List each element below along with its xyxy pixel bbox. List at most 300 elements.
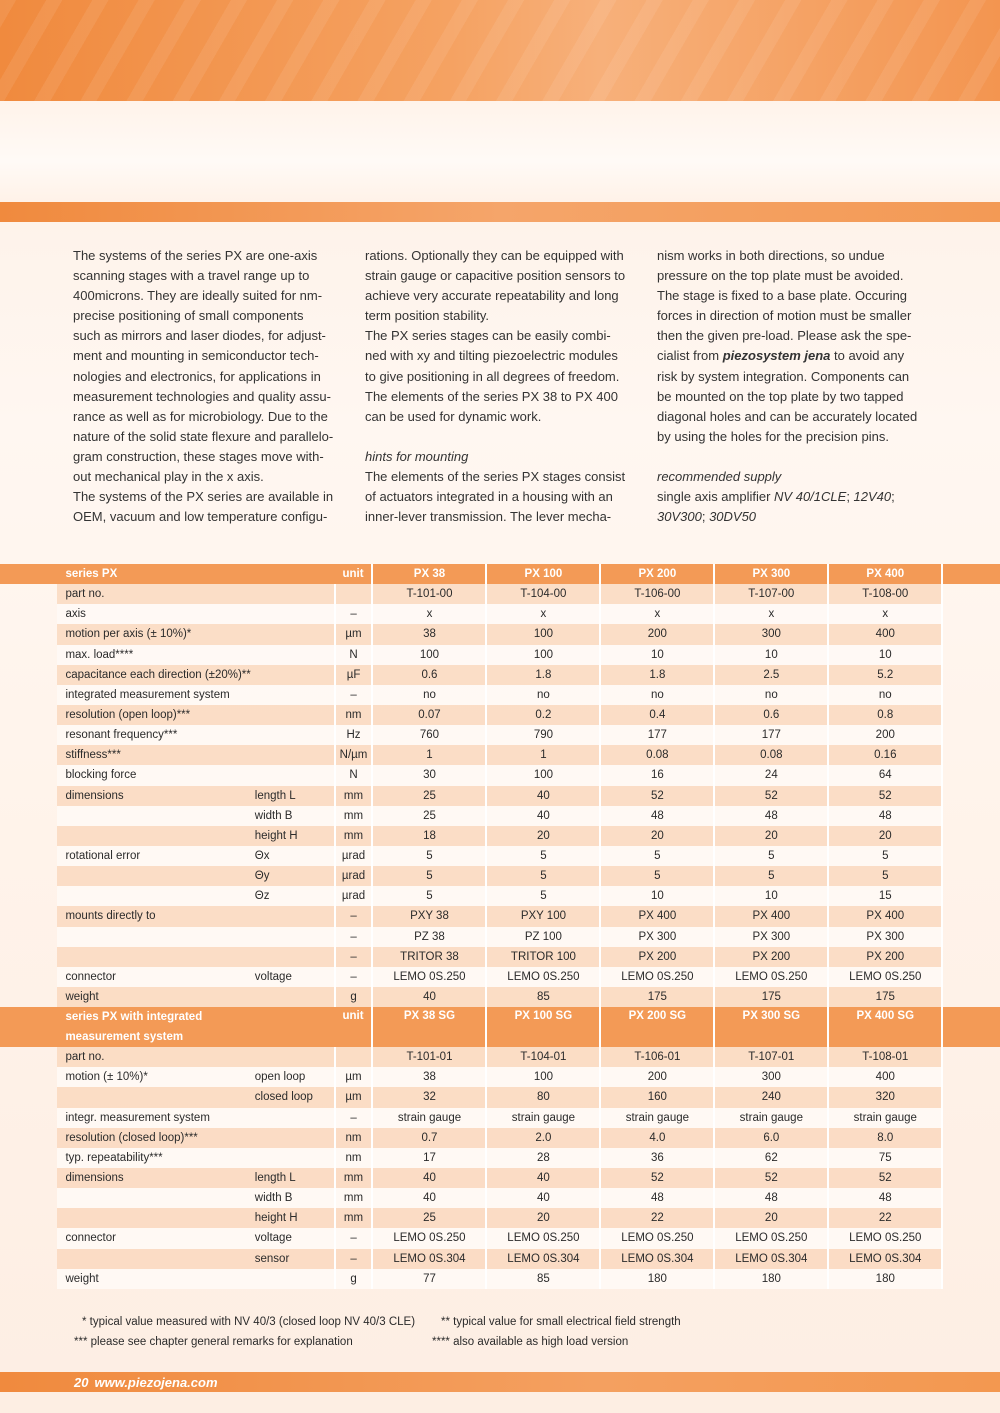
table-row [0,866,1000,886]
row-value: 100 [486,765,600,785]
table-row [0,806,1000,826]
header-stripe [0,202,1000,222]
row-label [57,806,254,826]
row-value: 20 [714,1208,828,1228]
model-header: PX 100 [486,564,600,584]
table-margin [0,1108,57,1128]
row-label: motion (± 10%)* [57,1067,254,1087]
row-value: 48 [828,806,942,826]
table-margin [942,1128,1000,1148]
row-value: LEMO 0S.304 [714,1249,828,1269]
table-row [0,1228,1000,1248]
row-unit: µm [335,1067,373,1087]
row-label [57,1188,254,1208]
table-margin [0,564,57,584]
row-value: PX 200 [600,947,714,967]
row-value: 5.2 [828,665,942,685]
row-value: 40 [486,1168,600,1188]
table-margin [942,665,1000,685]
table-margin [0,705,57,725]
row-unit: mm [335,826,373,846]
table-row [0,906,1000,926]
supply-line-2: 30V300; 30DV50 [657,509,757,525]
text-line: 400microns. They are ideally suited for nm- [73,288,323,304]
row-value: 75 [828,1148,942,1168]
row-value: 52 [600,786,714,806]
text-line: term position stability. [365,308,490,324]
table-margin [0,645,57,665]
row-value: 240 [714,1087,828,1107]
text-line: rance as well as for microbiology. Due to the [73,408,328,424]
table-margin [942,645,1000,665]
row-sublabel [255,1108,335,1128]
row-value: 52 [714,786,828,806]
row-unit: nm [335,705,373,725]
row-value: 0.2 [486,705,600,725]
table-row [0,1128,1000,1148]
text-line: to give positioning in all degrees of freedom. [365,368,620,384]
row-value: 2.0 [486,1128,600,1148]
row-value: T-108-00 [828,584,942,604]
row-unit: nm [335,1128,373,1148]
table-margin [942,725,1000,745]
row-value: T-106-00 [600,584,714,604]
row-label: part no. [57,584,254,604]
row-sublabel [255,1128,335,1148]
table-row [0,826,1000,846]
table-row [0,1188,1000,1208]
table-margin [0,906,57,926]
row-value: strain gauge [714,1108,828,1128]
row-label: integr. measurement system [57,1108,254,1128]
row-value: 48 [714,806,828,826]
supply-line-1: single axis amplifier NV 40/1CLE; 12V40; [657,489,895,505]
row-value: 4.0 [600,1128,714,1148]
table-margin [0,1128,57,1148]
table-margin [942,685,1000,705]
table-row [0,1168,1000,1188]
row-value: 10 [828,645,942,665]
row-sublabel: height H [255,826,335,846]
row-value: T-104-01 [486,1047,600,1067]
table-margin [942,624,1000,644]
row-value: 40 [372,987,486,1007]
row-value: 38 [372,624,486,644]
row-value: LEMO 0S.304 [372,1249,486,1269]
row-value: 100 [486,645,600,665]
row-value: 22 [600,1208,714,1228]
row-label: rotational error [57,846,254,866]
table-margin [942,1148,1000,1168]
row-value: 200 [600,624,714,644]
footer [74,1375,224,1390]
footnote-2: ** typical value for small electrical field strength [441,1316,681,1328]
table-margin [942,1168,1000,1188]
row-value: 0.6 [372,665,486,685]
row-value: 8.0 [828,1128,942,1148]
row-value: no [714,685,828,705]
row-value: 0.16 [828,745,942,765]
table-row [0,1087,1000,1107]
row-value: 5 [372,846,486,866]
row-value: 20 [828,826,942,846]
row-value: 20 [600,826,714,846]
row-sublabel: length L [255,786,335,806]
row-sublabel [255,584,335,604]
table-margin [0,725,57,745]
row-value: T-108-01 [828,1047,942,1067]
row-value: 760 [372,725,486,745]
row-value: 200 [600,1067,714,1087]
row-value: 175 [714,987,828,1007]
row-label: connector [57,1228,254,1248]
row-value: PX 200 [714,947,828,967]
row-value: 5 [828,866,942,886]
unit-header: unit [335,1007,373,1047]
table-row [0,1108,1000,1128]
text-line: scanning stages with a travel range up to [73,268,310,284]
row-value: LEMO 0S.304 [600,1249,714,1269]
specs-table [0,564,1000,1289]
table-margin [942,886,1000,906]
row-value: 20 [714,826,828,846]
table-margin [942,1188,1000,1208]
row-value: 0.4 [600,705,714,725]
table-margin [942,1228,1000,1248]
row-value: 22 [828,1208,942,1228]
row-value: no [600,685,714,705]
row-value: 40 [486,1188,600,1208]
row-unit: µrad [335,866,373,886]
table-margin [942,786,1000,806]
text-line: The stage is fixed to a base plate. Occuring [657,288,908,304]
row-value: x [372,604,486,624]
table-margin [942,906,1000,926]
model-header: PX 200 SG [600,1007,714,1047]
model-header: PX 400 [828,564,942,584]
text-line: inner-lever transmission. The lever mecha- [365,509,612,525]
table-row [0,947,1000,967]
row-value: 1 [372,745,486,765]
row-value: 48 [714,1188,828,1208]
row-value: 18 [372,826,486,846]
model-header: PX 38 SG [372,1007,486,1047]
row-label: resolution (open loop)*** [57,705,254,725]
row-value: T-101-01 [372,1047,486,1067]
table-margin [0,1208,57,1228]
text-line: be mounted on the top plate by two tapped [657,388,904,404]
row-value: T-107-00 [714,584,828,604]
row-value: 0.6 [714,705,828,725]
row-value: 5 [486,866,600,886]
table-margin [942,745,1000,765]
text-line: The systems of the PX series are available in [73,489,334,505]
table-margin [0,1249,57,1269]
row-label: resonant frequency*** [57,725,254,745]
row-value: no [372,685,486,705]
row-value: T-104-00 [486,584,600,604]
text-line: OEM, vacuum and low temperature configu- [73,509,328,525]
table-row [0,765,1000,785]
table-row [0,1249,1000,1269]
row-value: strain gauge [486,1108,600,1128]
row-unit: – [335,1249,373,1269]
row-value: PX 400 [714,906,828,926]
table-margin [0,1067,57,1087]
row-label [57,1087,254,1107]
model-header: PX 400 SG [828,1007,942,1047]
text-line: nologies and electronics, for applications in [73,368,321,384]
row-unit [335,1047,373,1067]
row-sublabel [255,1148,335,1168]
row-unit: – [335,947,373,967]
row-label: resolution (closed loop)*** [57,1128,254,1148]
row-value: 6.0 [714,1128,828,1148]
row-value: no [486,685,600,705]
table-row [0,1269,1000,1289]
text-line: rations. Optionally they can be equipped with [365,248,624,263]
row-value: 36 [600,1148,714,1168]
text-line: precise positioning of small components [73,308,304,324]
table-margin [0,604,57,624]
row-label: weight [57,1269,254,1289]
text-line: can be used for dynamic work. [365,408,542,424]
row-value: 5 [600,866,714,886]
row-label [57,866,254,886]
row-unit: µm [335,624,373,644]
row-value: 30 [372,765,486,785]
row-label [57,1249,254,1269]
row-unit: – [335,604,373,624]
intro-column-1 [73,246,353,527]
table-margin [0,866,57,886]
row-value: LEMO 0S.304 [486,1249,600,1269]
row-value: 0.7 [372,1128,486,1148]
model-header: PX 300 SG [714,1007,828,1047]
row-value: 85 [486,987,600,1007]
row-value: 25 [372,1208,486,1228]
row-label: capacitance each direction (±20%)** [57,665,254,685]
text-line: out mechanical play in the x axis. [73,469,264,485]
row-value: 52 [828,786,942,806]
table-row [0,1208,1000,1228]
table-header-row [0,564,1000,584]
table-margin [0,826,57,846]
row-value: LEMO 0S.250 [486,967,600,987]
text-line: The PX series stages can be easily combi- [365,328,611,344]
row-sublabel: closed loop [255,1087,335,1107]
page-number: 20 [74,1375,89,1390]
model-header: PX 38 [372,564,486,584]
row-value: 48 [828,1188,942,1208]
table-margin [0,1047,57,1067]
series-header [57,1007,334,1047]
row-value: LEMO 0S.250 [372,967,486,987]
model-header: PX 100 SG [486,1007,600,1047]
footnote-3: *** please see chapter general remarks for explanation [74,1336,353,1348]
row-label: stiffness*** [57,745,254,765]
text-line: such as mirrors and laser diodes, for adjust- [73,328,326,344]
row-value: x [600,604,714,624]
row-value: 5 [600,846,714,866]
row-value: PZ 100 [486,927,600,947]
row-value: no [828,685,942,705]
row-value: 5 [372,866,486,886]
table-margin [942,927,1000,947]
row-value: 52 [600,1168,714,1188]
row-value: 2.5 [714,665,828,685]
row-value: 25 [372,786,486,806]
row-value: 177 [600,725,714,745]
table-row [0,846,1000,866]
table-row [0,927,1000,947]
intro-col3-lines [657,246,942,346]
row-value: 5 [486,846,600,866]
intro-column-3 [657,246,942,527]
row-value: 300 [714,624,828,644]
row-value: 85 [486,1269,600,1289]
row-label: blocking force [57,765,254,785]
row-value: T-101-00 [372,584,486,604]
row-value: 15 [828,886,942,906]
row-value: 25 [372,806,486,826]
text-line: forces in direction of motion must be smaller [657,308,912,324]
text-line: of actuators integrated in a housing with an [365,489,613,505]
row-unit: – [335,906,373,926]
row-value: 790 [486,725,600,745]
row-value: 0.08 [600,745,714,765]
row-value: 5 [714,866,828,886]
row-unit: N [335,645,373,665]
row-unit: N [335,765,373,785]
table-margin [942,1067,1000,1087]
row-value: PX 200 [828,947,942,967]
row-value: 80 [486,1087,600,1107]
row-unit: N/µm [335,745,373,765]
table-row [0,584,1000,604]
row-value: strain gauge [828,1108,942,1128]
text-line: The elements of the series PX 38 to PX 400 [365,388,618,404]
row-unit: mm [335,1188,373,1208]
row-value: x [828,604,942,624]
row-value: 0.07 [372,705,486,725]
row-value: 10 [714,886,828,906]
row-value: 40 [372,1188,486,1208]
table-margin [0,927,57,947]
table-margin [942,1047,1000,1067]
table-row [0,665,1000,685]
row-value: PX 400 [600,906,714,926]
table-margin [942,705,1000,725]
row-label [57,927,254,947]
table-margin [942,1208,1000,1228]
table-margin [0,1168,57,1188]
row-value: 180 [600,1269,714,1289]
row-sublabel: Θz [255,886,335,906]
table-row [0,725,1000,745]
row-value: LEMO 0S.304 [828,1249,942,1269]
table-margin [942,947,1000,967]
row-label: dimensions [57,786,254,806]
row-sublabel [255,645,335,665]
table-margin [0,1188,57,1208]
row-value: TRITOR 100 [486,947,600,967]
row-value: 5 [372,886,486,906]
row-value: PXY 100 [486,906,600,926]
row-value: LEMO 0S.250 [828,967,942,987]
row-unit: mm [335,1208,373,1228]
row-value: LEMO 0S.250 [714,1228,828,1248]
header-decor-band [0,0,1000,101]
row-value: 40 [486,806,600,826]
text-line: by using the holes for the precision pins. [657,428,889,444]
row-value: 52 [714,1168,828,1188]
row-sublabel [255,906,335,926]
row-value: 180 [828,1269,942,1289]
row-sublabel: Θx [255,846,335,866]
row-value: 1.8 [600,665,714,685]
row-value: 10 [600,645,714,665]
row-value: 40 [486,786,600,806]
text-line: measurement technologies and quality assu- [73,388,331,404]
table-row [0,624,1000,644]
row-value: 175 [600,987,714,1007]
table-margin [0,1087,57,1107]
table-margin [942,765,1000,785]
row-value: 62 [714,1148,828,1168]
table-margin [942,846,1000,866]
hints-lines [365,467,650,527]
table-margin [942,987,1000,1007]
table-margin [942,1269,1000,1289]
row-value: 175 [828,987,942,1007]
row-unit: – [335,927,373,947]
footnote-1: * typical value measured with NV 40/3 (closed loop NV 40/3 CLE) [82,1316,416,1328]
table-row [0,886,1000,906]
row-value: 100 [372,645,486,665]
row-unit: µm [335,1087,373,1107]
row-sublabel: height H [255,1208,335,1228]
website-link[interactable]: www.piezojena.com [94,1375,218,1390]
row-sublabel [255,745,335,765]
row-unit: g [335,987,373,1007]
text-line: strain gauge or capacitive position sensors to [365,268,626,284]
table-margin [942,584,1000,604]
row-unit: mm [335,1168,373,1188]
row-sublabel [255,765,335,785]
row-unit: µrad [335,846,373,866]
row-value: 5 [486,886,600,906]
table-row [0,1047,1000,1067]
table-margin [942,1108,1000,1128]
row-label: integrated measurement system [57,685,254,705]
table-margin [942,1249,1000,1269]
table-margin [0,1148,57,1168]
row-value: 24 [714,765,828,785]
table-margin [0,584,57,604]
text-line: nature of the solid state flexure and parallelo- [73,428,334,444]
model-header: PX 300 [714,564,828,584]
text-line: achieve very accurate repeatability and long [365,288,619,304]
table-margin [0,786,57,806]
table-row [0,786,1000,806]
row-value: LEMO 0S.250 [600,967,714,987]
row-value: 20 [486,826,600,846]
row-label [57,886,254,906]
table-margin [0,1007,57,1047]
row-unit: mm [335,806,373,826]
row-label [57,947,254,967]
